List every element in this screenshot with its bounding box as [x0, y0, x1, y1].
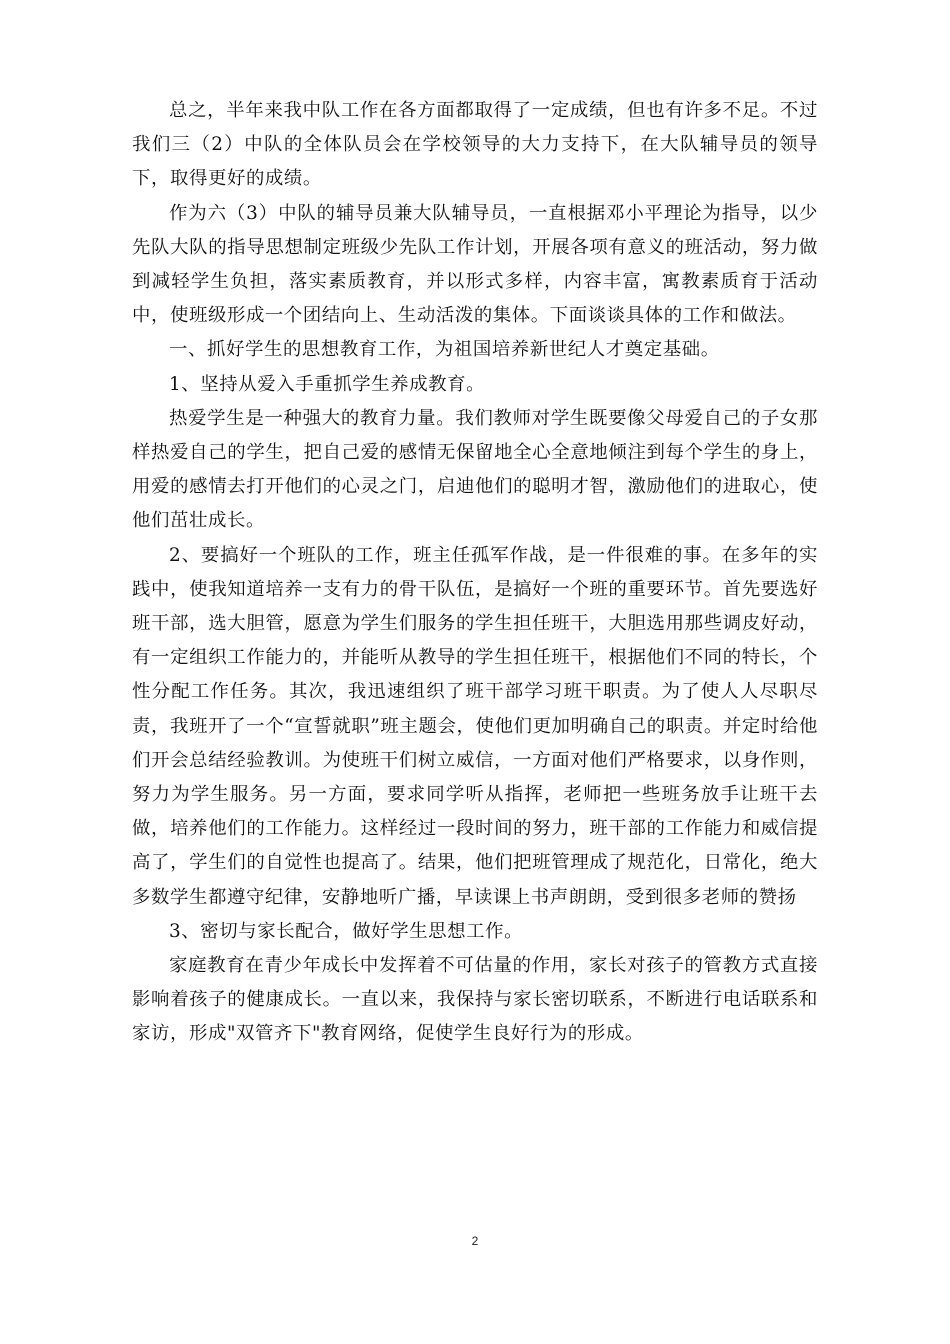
subheading-3: 3、密切与家长配合，做好学生思想工作。 [169, 920, 524, 942]
section-heading-1: 一、抓好学生的思想教育工作，为祖国培养新世纪人才奠定基础。 [169, 339, 720, 361]
paragraph-family-education: 家庭教育在青少年成长中发挥着不可估量的作用，家长对孩子的管教方式直接影响着孩子的健康成长。一直以来，我保持与家长密切联系，不断进行电话联系和家访，形成"双管齐下"教育网络，促使学生良好行为的形成。 [132, 955, 818, 1045]
paragraph-intro: 作为六（3）中队的辅导员兼大队辅导员，一直根据邓小平理论为指导，以少先队大队的指导思想制定班级少先队工作计划，开展各项有意义的班活动，努力做到减轻学生负担，落实素质教育，并以形式多样，内容丰富，寓教素质育于活动中，使班级形成一个团结向上、生动活泼的集体。下面谈谈具体的工作和做法。 [132, 202, 818, 327]
paragraph-love-education: 热爱学生是一种强大的教育力量。我们教师对学生既要像父母爱自己的子女那样热爱自己的学生，把自己爱的感情无保留地全心全意地倾注到每个学生的身上，用爱的感情去打开他们的心灵之门，启迪他们的聪明才智，激励他们的进取心，使他们茁壮成长。 [132, 407, 818, 532]
document-body [132, 94, 818, 1052]
paragraph-class-cadres: 2、要搞好一个班队的工作，班主任孤军作战，是一件很难的事。在多年的实践中，使我知道培养一支有力的骨干队伍，是搞好一个班的重要环节。首先要选好班干部，选大胆管，愿意为学生们服务的学生担任班干，大胆选用那些调皮好动，有一定组织工作能力的，并能听从教导的学生担任班干，根据他们不同的特长，个性分配工作任务。其次，我迅速组织了班干部学习班干职责。为了使人人尽职尽责，我班开了一个“宣誓就职”班主题会，使他们更加明确自己的职责。并定时给他们开会总结经验教训。为使班干们树立威信，一方面对他们严格要求，以身作则，努力为学生服务。另一方面，要求同学听从指挥，老师把一些班务放手让班干去做，培养他们的工作能力。这样经过一段时间的努力，班干部的工作能力和威信提高了，学生们的自觉性也提高了。结果，他们把班管理成了规范化，日常化，绝大多数学生都遵守纪律，安静地听广播，早读课上书声朗朗，受到很多老师的赞扬 [132, 544, 818, 908]
paragraph-summary: 总之，半年来我中队工作在各方面都取得了一定成绩，但也有许多不足。不过我们三（2）中队的全体队员会在学校领导的大力支持下，在大队辅导员的领导下，取得更好的成绩。 [132, 100, 818, 190]
subheading-1: 1、坚持从爱入手重抓学生养成教育。 [169, 373, 486, 395]
page-number: 2 [471, 1234, 479, 1248]
